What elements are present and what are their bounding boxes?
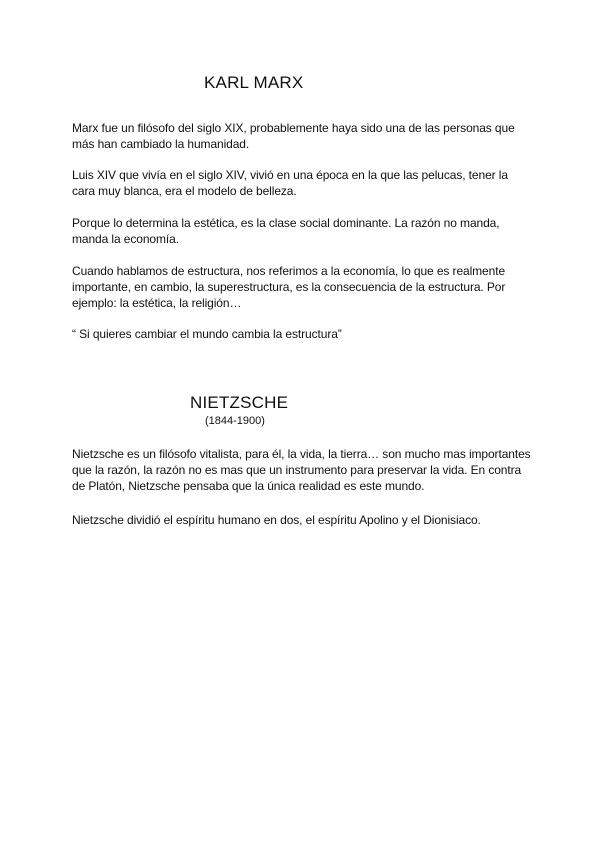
- nietzsche-title: NIETZSCHE: [190, 393, 289, 412]
- marx-paragraph-1: Marx fue un filósofo del siglo XIX, probablemente haya sido una de las personas que más han cambiado la humanidad.: [72, 121, 515, 151]
- marx-paragraph-3: Porque lo determina la estética, es la clase social dominante. La razón no manda, manda la economía.: [72, 216, 500, 246]
- marx-paragraph-2: Luis XIV que vivía en el siglo XIV, vivió en una época en la que las pelucas, tener la cara muy blanca, era el modelo de belleza.: [72, 168, 508, 198]
- nietzsche-paragraph-1: Nietzsche es un filósofo vitalista, para él, la vida, la tierra… son mucho mas importantes que la razón, la razón no es mas que un instrumento para preservar la vida. En contra de Platón, Nietzsche pensaba que la única realidad es este mundo.: [72, 447, 531, 493]
- marx-paragraph-4: Cuando hablamos de estructura, nos referimos a la economía, lo que es realmente importante, en cambio, la superestructura, es la consecuencia de la estructura. Por ejemplo: la estética, la religión…: [72, 264, 506, 310]
- nietzsche-paragraph-2: Nietzsche dividió el espíritu humano en dos, el espíritu Apolino y el Dionisiaco.: [72, 513, 481, 527]
- marx-quote: “ Si quieres cambiar el mundo cambia la estructura”: [72, 327, 342, 341]
- marx-title: KARL MARX: [204, 73, 304, 92]
- nietzsche-dates: (1844-1900): [205, 415, 265, 427]
